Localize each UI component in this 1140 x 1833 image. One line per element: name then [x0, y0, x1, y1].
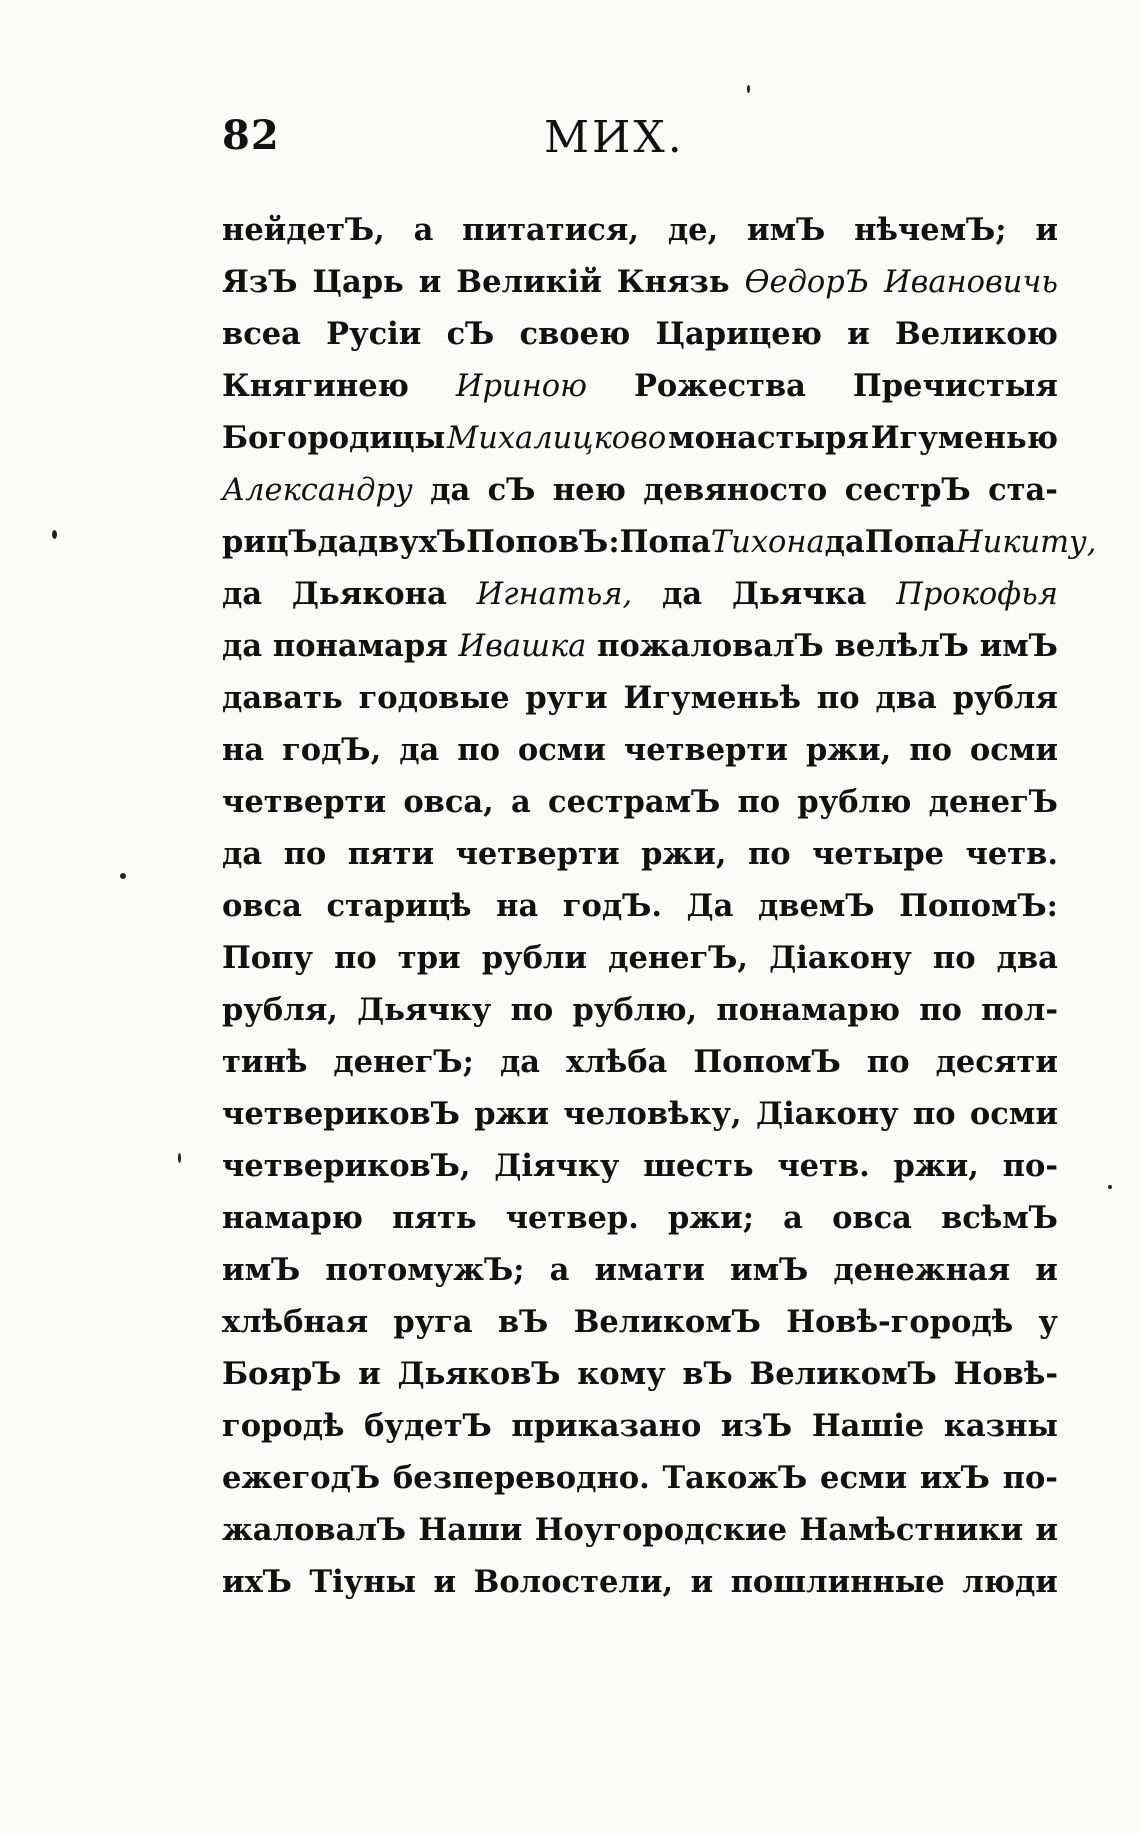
- word: по: [737, 784, 781, 820]
- word: понамаря: [272, 628, 448, 664]
- word: Дьячку: [357, 992, 492, 1028]
- word: ржи,: [893, 1148, 979, 1184]
- word: понамарю: [716, 992, 900, 1028]
- word: Дьякона: [291, 576, 447, 612]
- word: да: [499, 1044, 541, 1080]
- word: ихЪ: [222, 1564, 292, 1600]
- word: БоярЪ: [222, 1356, 342, 1392]
- word: овса,: [403, 784, 494, 820]
- word: денежная: [833, 1252, 1011, 1288]
- word: Княгинею: [222, 368, 409, 404]
- word: осми: [969, 1096, 1058, 1132]
- text-line: [222, 776, 1058, 828]
- text-line: [222, 880, 1058, 932]
- word: шесть: [643, 1148, 754, 1184]
- scan-speck: [747, 85, 750, 93]
- word: ПопомЪ:: [899, 888, 1058, 924]
- word: велѣлЪ: [834, 628, 969, 664]
- word: рубли: [481, 940, 588, 976]
- word: Намѣстники: [799, 1512, 1023, 1548]
- text-line: [222, 204, 1058, 256]
- text-line: [222, 932, 1058, 984]
- word: вЪ: [682, 1356, 733, 1392]
- text-line: [222, 724, 1058, 776]
- word: городѣ: [222, 1408, 345, 1444]
- word: а: [511, 784, 531, 820]
- word: Нашіе: [811, 1408, 925, 1444]
- word: осми: [517, 732, 606, 768]
- word: Діакону: [755, 1096, 899, 1132]
- word: хлѣбная: [222, 1304, 369, 1340]
- scan-speck: [1108, 1185, 1112, 1189]
- word: человѣку,: [563, 1096, 742, 1132]
- text-line: [222, 308, 1058, 360]
- text-line: [222, 1452, 1058, 1504]
- word: имЪ: [747, 212, 826, 248]
- word: имати: [594, 1252, 705, 1288]
- word: двухЪ: [357, 524, 467, 560]
- page-header: [222, 112, 1058, 172]
- word: кому: [577, 1356, 666, 1392]
- word: по-: [1002, 1460, 1058, 1496]
- text-line: [222, 1192, 1058, 1244]
- word: давать: [222, 680, 343, 716]
- word: сестрамЪ: [548, 784, 721, 820]
- text-line: [222, 984, 1058, 1036]
- word: и: [1035, 1252, 1058, 1288]
- word: нѣчемЪ;: [854, 212, 1007, 248]
- italic-word: Михалицково: [446, 421, 667, 456]
- word: да: [222, 836, 263, 872]
- word: будетЪ: [364, 1408, 492, 1444]
- word: есми: [820, 1460, 908, 1496]
- word: денегЪ;: [333, 1044, 474, 1080]
- word: пожаловалЪ: [597, 628, 824, 664]
- word: всеа: [222, 316, 301, 352]
- word: Дьячка: [731, 576, 867, 612]
- word: имЪ: [222, 1252, 301, 1288]
- page-number: 82: [222, 112, 280, 159]
- word: пяти: [347, 836, 435, 872]
- word: люди: [962, 1564, 1058, 1600]
- word: и: [690, 1564, 714, 1600]
- italic-word: Прокофья: [896, 577, 1058, 612]
- word: руга: [393, 1304, 473, 1340]
- word: Ноугородские: [534, 1512, 788, 1548]
- word: Попу: [222, 940, 313, 976]
- word: ржи,: [641, 836, 727, 872]
- word: да: [222, 628, 263, 664]
- word: рицЪ: [222, 524, 318, 560]
- scan-speck: [120, 873, 126, 879]
- body-text: [222, 204, 1097, 1608]
- word: и: [418, 264, 442, 300]
- word: Волостели,: [473, 1564, 674, 1600]
- word: денегЪ,: [608, 940, 749, 976]
- word: ТакожЪ: [662, 1460, 808, 1496]
- word: да: [399, 732, 440, 768]
- word: двемЪ: [758, 888, 875, 924]
- text-line: [222, 256, 1058, 308]
- word: по: [283, 836, 327, 872]
- text-line: [222, 516, 1097, 568]
- word: рубля: [952, 680, 1058, 716]
- word: четвер.: [505, 1200, 639, 1236]
- word: Да: [686, 888, 734, 924]
- italic-word: Тихона: [710, 525, 825, 560]
- text-line: [222, 828, 1058, 880]
- word: два: [996, 940, 1058, 976]
- word: своею: [519, 316, 631, 352]
- word: да: [662, 576, 703, 612]
- word: Великою: [894, 316, 1058, 352]
- italic-word: Никиту,: [956, 525, 1097, 560]
- text-line: [222, 672, 1058, 724]
- word: сЪ: [446, 316, 495, 352]
- word: три: [397, 940, 461, 976]
- word: рублю: [797, 784, 912, 820]
- word: по: [747, 836, 791, 872]
- word: ПоповЪ:: [466, 524, 620, 560]
- word: ВеликомЪ: [573, 1304, 761, 1340]
- word: ржи: [474, 1096, 549, 1132]
- word: четверти: [455, 836, 620, 872]
- word: а: [783, 1200, 803, 1236]
- word: Тіуны: [309, 1564, 417, 1600]
- text-line: [222, 1088, 1058, 1140]
- scan-speck: [178, 1153, 181, 1163]
- word: Діакону: [769, 940, 912, 976]
- word: четвериковЪ: [222, 1096, 460, 1132]
- word: на: [496, 888, 539, 924]
- word: да: [430, 472, 471, 508]
- word: казны: [943, 1408, 1058, 1444]
- word: Игуменьѣ: [623, 680, 801, 716]
- word: и: [847, 316, 870, 352]
- word: по-: [1002, 1148, 1058, 1184]
- word: ста-: [988, 472, 1058, 508]
- word: сестрЪ: [844, 472, 971, 508]
- running-head: МИХ.: [544, 112, 685, 163]
- word: четвериковЪ,: [222, 1148, 471, 1184]
- word: Діячку: [494, 1148, 620, 1184]
- word: девяносто: [643, 472, 828, 508]
- word: а: [549, 1252, 570, 1288]
- word: по: [510, 992, 554, 1028]
- word: безпереводно.: [392, 1460, 650, 1496]
- word: нейдетЪ,: [222, 212, 385, 248]
- word: и: [358, 1356, 381, 1392]
- text-line: [222, 620, 1058, 672]
- word: ВеликомЪ: [749, 1356, 937, 1392]
- word: ДьяковЪ: [397, 1356, 561, 1392]
- word: имЪ: [979, 628, 1058, 664]
- word: пол-: [981, 992, 1058, 1028]
- word: и: [1035, 1512, 1058, 1548]
- word: по: [457, 732, 500, 768]
- word: изЪ: [720, 1408, 793, 1444]
- word: четыре: [812, 836, 945, 872]
- word: по: [334, 940, 377, 976]
- word: старицѣ: [326, 888, 472, 924]
- word: вЪ: [497, 1304, 549, 1340]
- word: рублю,: [572, 992, 698, 1028]
- word: питатися,: [462, 212, 640, 248]
- word: на: [222, 732, 265, 768]
- word: Пречистыя: [852, 368, 1058, 404]
- word: у: [1038, 1304, 1058, 1340]
- word: годЪ.: [562, 888, 662, 924]
- word: Князь: [616, 264, 730, 300]
- word: осми: [969, 732, 1058, 768]
- word: жаловалЪ: [222, 1512, 407, 1548]
- word: Царицею: [655, 316, 822, 352]
- word: по: [919, 992, 962, 1028]
- word: Богородицы: [222, 420, 446, 456]
- word: пять: [392, 1200, 477, 1236]
- word: Попа: [619, 524, 711, 560]
- word: Царь: [312, 264, 404, 300]
- word: руги: [525, 680, 608, 716]
- word: намарю: [222, 1200, 363, 1236]
- word: два: [875, 680, 937, 716]
- text-line: [222, 1556, 1058, 1608]
- word: рубля,: [222, 992, 338, 1028]
- word: потомужЪ;: [325, 1252, 525, 1288]
- word: тинѣ: [222, 1044, 308, 1080]
- word: годовые: [358, 680, 510, 716]
- text-line: [222, 1504, 1058, 1556]
- word: по: [932, 940, 976, 976]
- word: годЪ,: [282, 732, 382, 768]
- text-line: [222, 360, 1058, 412]
- word: четверти: [222, 784, 387, 820]
- text-line: [222, 1140, 1058, 1192]
- word: ржи,: [805, 732, 892, 768]
- text-line: [222, 1296, 1058, 1348]
- word: Рожества: [634, 368, 806, 404]
- word: а: [413, 212, 434, 248]
- word: и: [1035, 212, 1058, 248]
- word: по: [816, 680, 860, 716]
- word: Новѣ-: [953, 1356, 1058, 1392]
- italic-word: Ивановичь: [884, 265, 1058, 300]
- word: нею: [552, 472, 626, 508]
- italic-word: ѲедорЪ: [744, 265, 870, 300]
- word: четв.: [777, 1148, 870, 1184]
- word: овса: [832, 1200, 912, 1236]
- italic-word: Игнатья,: [476, 577, 633, 612]
- italic-word: Ивашка: [458, 629, 587, 664]
- word: денегЪ: [928, 784, 1058, 820]
- text-line: [222, 1244, 1058, 1296]
- word: Наши: [418, 1512, 523, 1548]
- text-line: [222, 1400, 1058, 1452]
- text-line: [222, 1036, 1058, 1088]
- word: Великій: [456, 264, 602, 300]
- word: де,: [667, 212, 719, 248]
- word: по: [912, 1096, 956, 1132]
- word: ржи;: [668, 1200, 755, 1236]
- italic-word: Ириною: [455, 369, 587, 404]
- word: Русіи: [326, 316, 422, 352]
- word: по: [909, 732, 952, 768]
- word: ПопомЪ: [693, 1044, 841, 1080]
- word: всѣмЪ: [941, 1200, 1058, 1236]
- word: десяти: [935, 1044, 1058, 1080]
- text-line: [222, 412, 1058, 464]
- word: Попа: [864, 524, 956, 560]
- text-line: [222, 1348, 1058, 1400]
- text-line: [222, 568, 1058, 620]
- word: и: [433, 1564, 457, 1600]
- word: ежегодЪ: [222, 1460, 381, 1496]
- word: приказано: [511, 1408, 702, 1444]
- word: монастыря: [668, 420, 869, 456]
- word: овса: [222, 888, 302, 924]
- word: да: [317, 524, 358, 560]
- word: пошлинные: [730, 1564, 945, 1600]
- word: четв.: [965, 836, 1058, 872]
- italic-word: Александру: [222, 473, 413, 508]
- word: да: [824, 524, 865, 560]
- word: да: [222, 576, 263, 612]
- word: ЯзЪ: [222, 264, 298, 300]
- word: Игуменью: [870, 420, 1058, 456]
- word: четверти: [623, 732, 788, 768]
- word: хлѣба: [566, 1044, 668, 1080]
- word: по: [866, 1044, 910, 1080]
- word: сЪ: [487, 472, 536, 508]
- word: ихЪ: [919, 1460, 990, 1496]
- scan-speck: [52, 530, 57, 539]
- word: имЪ: [729, 1252, 809, 1288]
- text-line: [222, 464, 1058, 516]
- word: Новѣ-городѣ: [786, 1304, 1014, 1340]
